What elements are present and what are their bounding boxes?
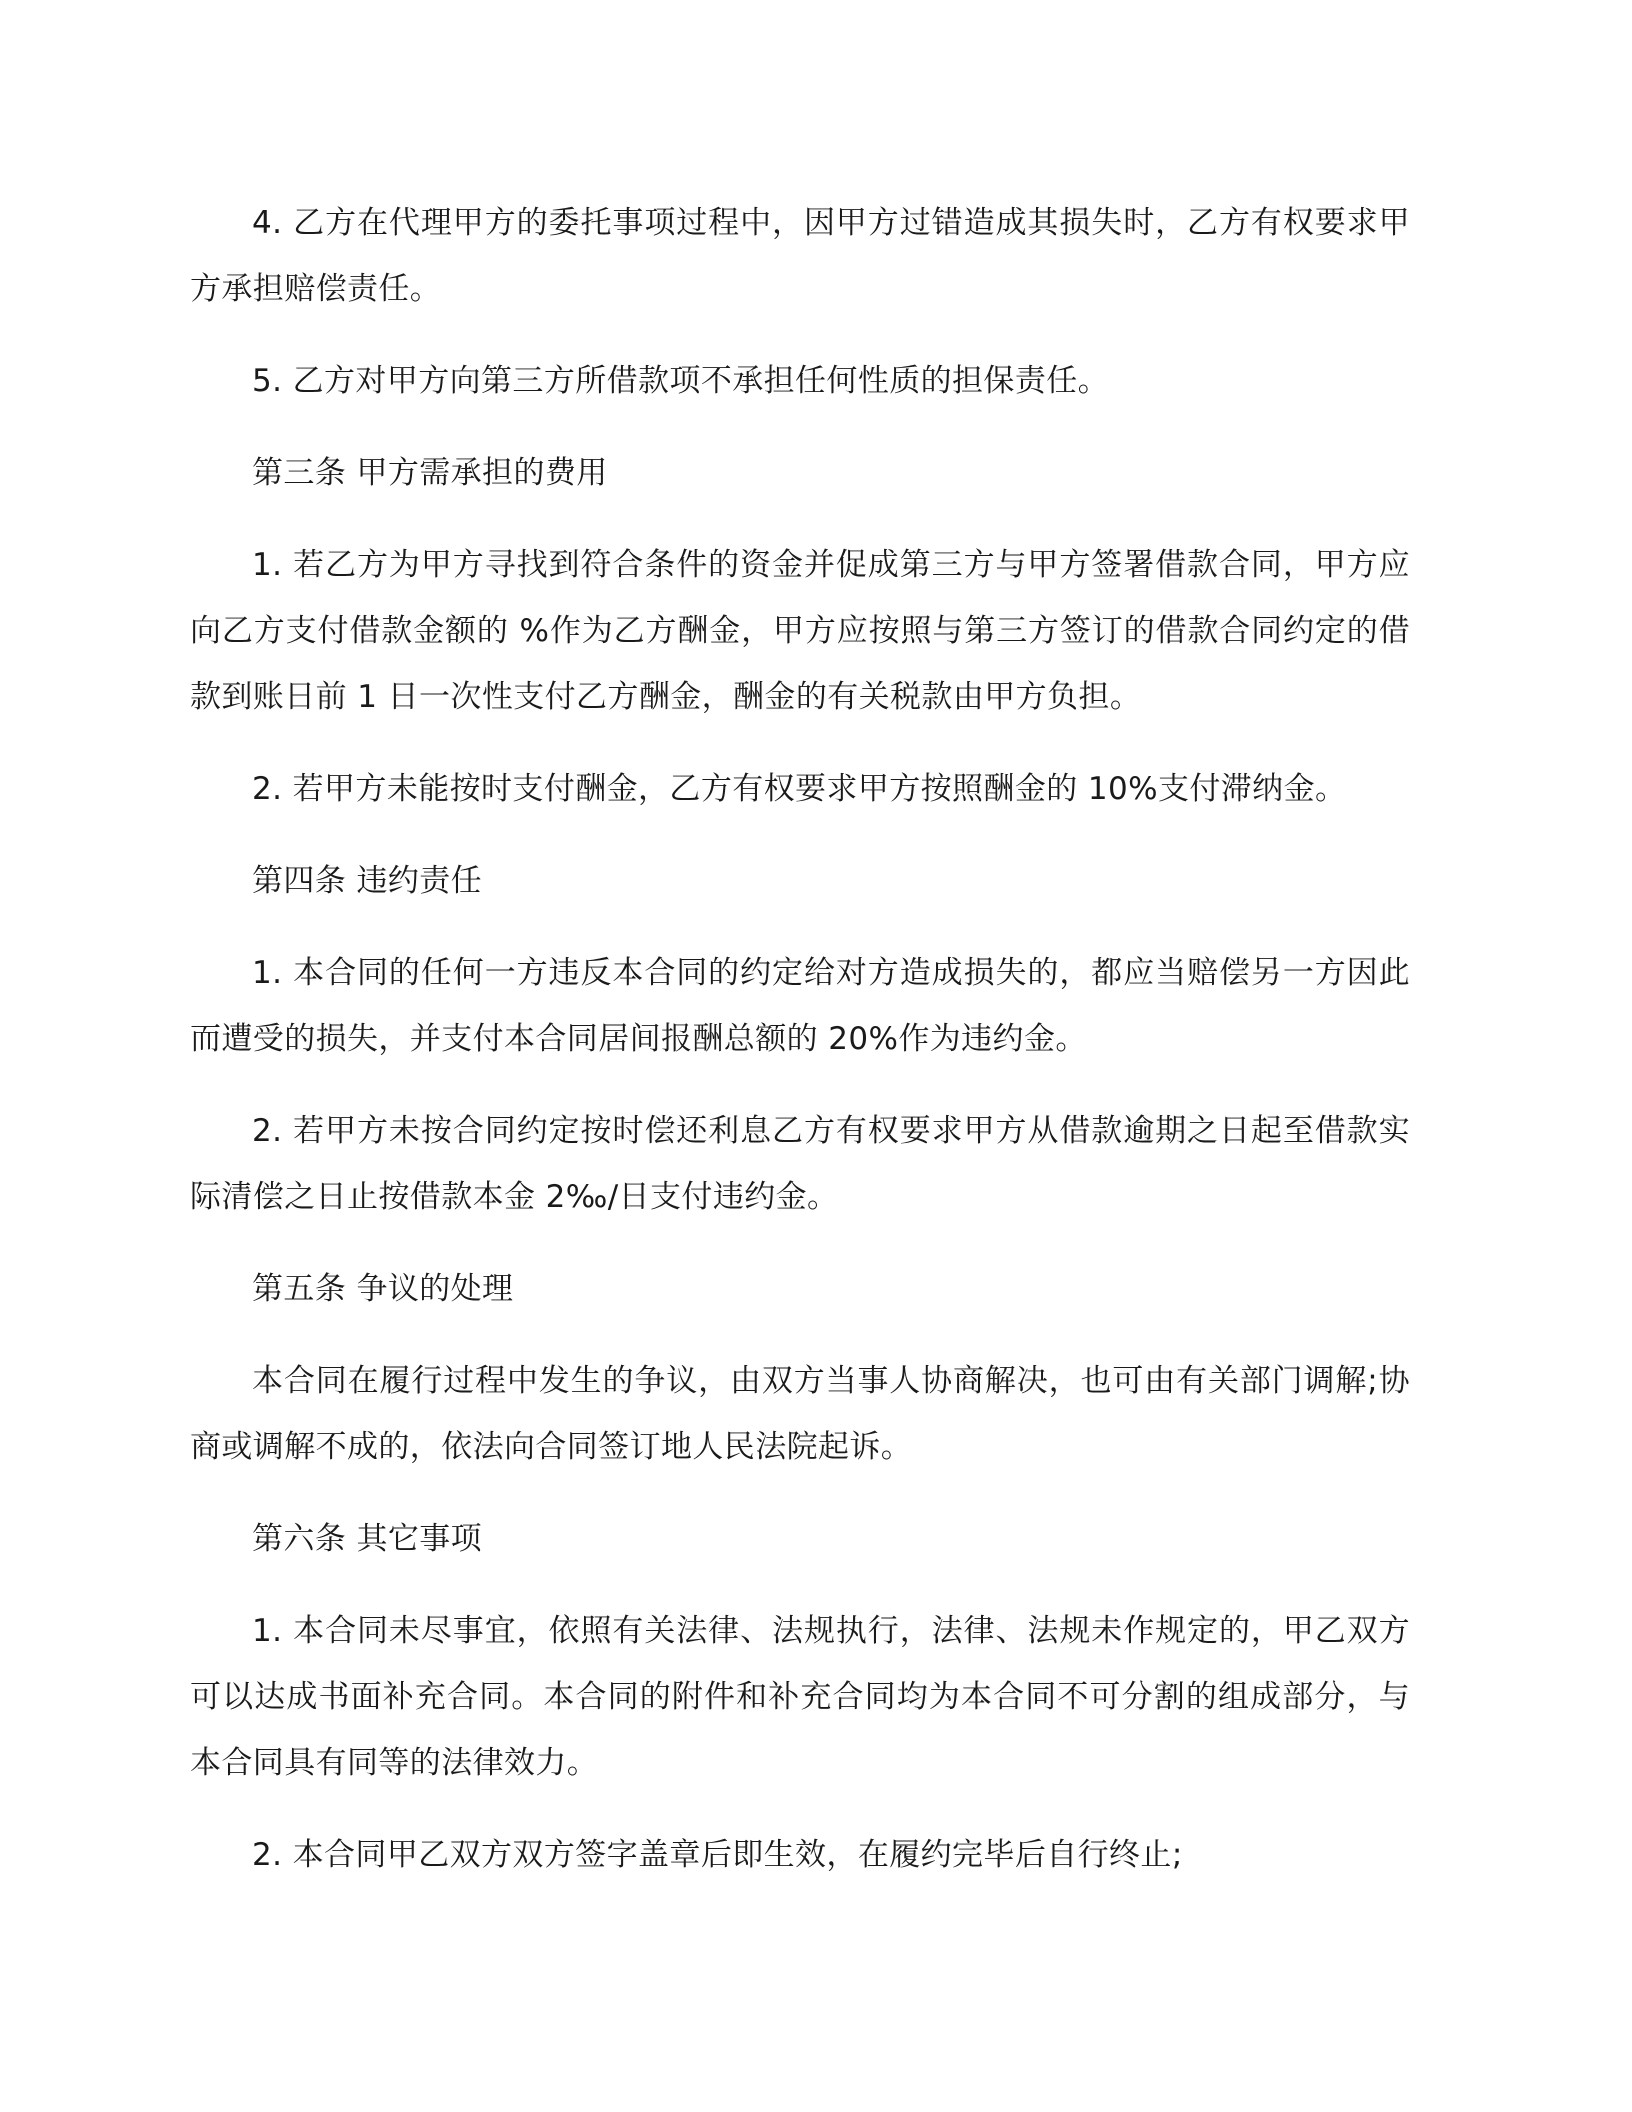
article-6-item-1: 1. 本合同未尽事宜，依照有关法律、法规执行，法律、法规未作规定的，甲乙双方可以达成书面补充合同。本合同的附件和补充合同均为本合同不可分割的组成部分，与本合同具有同等的法律效力。 <box>190 1613 1410 1781</box>
article-5-body: 本合同在履行过程中发生的争议，由双方当事人协商解决，也可由有关部门调解;协商或调解不成的，依法向合同签订地人民法院起诉。 <box>190 1363 1410 1465</box>
article-3-item-1: 1. 若乙方为甲方寻找到符合条件的资金并促成第三方与甲方签署借款合同，甲方应向乙方支付借款金额的 %作为乙方酬金，甲方应按照与第三方签订的借款合同约定的借款到账日前 1 日一次性支付乙方酬金，酬金的有关税款由甲方负担。 <box>190 547 1410 715</box>
article-6-item-2: 2. 本合同甲乙双方双方签字盖章后即生效，在履约完毕后自行终止; <box>252 1837 1183 1873</box>
clause-2-item-5: 5. 乙方对甲方向第三方所借款项不承担任何性质的担保责任。 <box>252 363 1110 399</box>
article-3-heading: 第三条 甲方需承担的费用 <box>252 455 608 491</box>
article-4-item-1: 1. 本合同的任何一方违反本合同的约定给对方造成损失的，都应当赔偿另一方因此而遭受的损失，并支付本合同居间报酬总额的 20%作为违约金。 <box>190 955 1410 1057</box>
article-3-item-2: 2. 若甲方未能按时支付酬金，乙方有权要求甲方按照酬金的 10%支付滞纳金。 <box>252 771 1347 807</box>
clause-2-item-4: 4. 乙方在代理甲方的委托事项过程中，因甲方过错造成其损失时，乙方有权要求甲方承担赔偿责任。 <box>190 205 1410 307</box>
article-6-heading: 第六条 其它事项 <box>252 1521 483 1557</box>
article-5-heading: 第五条 争议的处理 <box>252 1271 514 1307</box>
article-4-item-2: 2. 若甲方未按合同约定按时偿还利息乙方有权要求甲方从借款逾期之日起至借款实际清偿之日止按借款本金 2‰/日支付违约金。 <box>190 1113 1410 1215</box>
article-4-heading: 第四条 违约责任 <box>252 863 483 899</box>
document-page <box>190 190 1410 1914</box>
